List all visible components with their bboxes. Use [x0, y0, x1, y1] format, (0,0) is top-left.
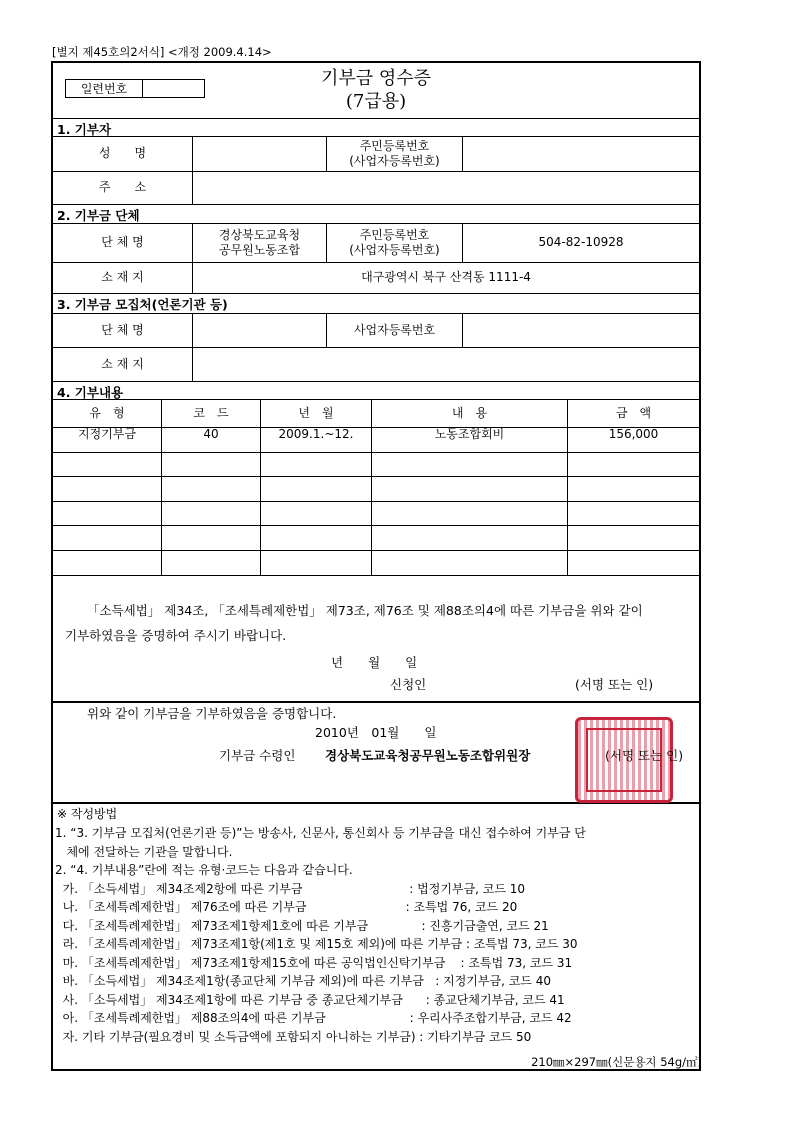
declaration-line2: 기부하였음을 증명하여 주시기 바랍니다.	[65, 628, 287, 643]
table-cell[interactable]	[372, 447, 567, 471]
note-line: 1. “3. 기부금 모집처(언론기관 등)”는 방송사, 신문사, 통신회사 등 기부금을 대신 접수하여 기부금 단	[55, 826, 586, 840]
table-cell: 노동조합회비	[434, 427, 505, 441]
section-3-heading: 3. 기부금 모집처(언론기관 등)	[57, 297, 228, 312]
donor-name-label: 성 명	[98, 146, 147, 160]
table-cell[interactable]	[53, 447, 161, 471]
table-cell[interactable]	[53, 520, 161, 545]
note-line: 가. 「소득세법」 제34조제2항에 따른 기부금 : 법정기부금, 코드 10	[55, 881, 526, 896]
collector-name-label: 단 체 명	[101, 322, 144, 337]
table-cell[interactable]	[53, 496, 161, 520]
applicant-label: 신청인	[390, 677, 427, 692]
table-cell[interactable]	[568, 545, 699, 570]
table-cell[interactable]	[162, 471, 260, 496]
collector-bizno-label: 사업자등록번호	[353, 322, 436, 337]
donor-id-label: 주민등록번호 (사업자등록번호)	[349, 138, 440, 168]
title-line1: 기부금 영수증	[320, 68, 432, 89]
donor-name-field[interactable]	[193, 136, 326, 171]
table-header-cell: 유 형	[89, 405, 125, 420]
receiver-label: 기부금 수령인	[219, 748, 296, 763]
note-line: 사. 「소득세법」 제34조제1항에 따른 기부금 중 종교단체기부금 : 종교단체기부금, 코드 41	[55, 992, 565, 1007]
donor-address-field[interactable]	[193, 171, 699, 204]
table-cell[interactable]	[53, 545, 161, 570]
note-line: 라. 「조세특례제한법」 제73조제1항(제1호 및 제15호 제외)에 따른 기부금 : 조특법 73, 코드 30	[55, 937, 578, 951]
note-line: 바. 「소득세법」 제34조제1항(종교단체 기부금 제외)에 따른 기부금 : 지정기부금, 코드 40	[55, 974, 551, 988]
declaration-line1: 「소득세법」 제34조, 「조세특례제한법」 제73조, 제76조 및 제88조의4에 따른 기부금을 위와 같이	[87, 603, 643, 618]
note-line: 마. 「조세특례제한법」 제73조제1항제15호에 따른 공익법인신탁기부금 : 조특법 73, 코드 31	[55, 955, 573, 970]
section-1-heading: 1. 기부자	[57, 122, 112, 137]
table-cell[interactable]	[372, 471, 567, 496]
org-location-label: 소 재 지	[101, 270, 144, 284]
org-location-value: 대구광역시 북구 산격동 1111-4	[361, 270, 531, 284]
collector-location-field[interactable]	[193, 347, 699, 381]
table-cell[interactable]	[261, 545, 371, 570]
collector-name-field[interactable]	[193, 313, 326, 347]
page-title	[53, 67, 699, 113]
note-line: 2. “4. 기부내용”란에 적는 유형·코드는 다음과 같습니다.	[55, 863, 353, 877]
table-cell: 40	[203, 427, 219, 441]
table-header-cell: 내 용	[451, 405, 488, 420]
collector-location-label: 소 재 지	[101, 356, 144, 371]
notes-list	[55, 824, 586, 1046]
table-header-cell: 금 액	[615, 405, 652, 420]
certification-line: 위와 같이 기부금을 기부하였음을 증명합니다.	[87, 706, 337, 721]
org-name-value: 경상북도교육청 공무원노동조합	[218, 227, 301, 257]
note-line: 아. 「조세특례제한법」 제88조의4에 따른 기부금 : 우리사주조합기부금, 코드 42	[55, 1011, 572, 1025]
table-cell[interactable]	[568, 496, 699, 520]
table-cell[interactable]	[261, 471, 371, 496]
table-cell[interactable]	[53, 471, 161, 496]
table-header-cell: 년 월	[298, 405, 334, 420]
table-cell[interactable]	[261, 447, 371, 471]
table-cell: 2009.1.~12.	[278, 427, 354, 441]
donor-id-field[interactable]	[463, 136, 699, 171]
donor-address-label: 주 소	[98, 180, 147, 194]
notes-title: ※ 작성방법	[57, 807, 118, 821]
title-line2: (7급용)	[345, 91, 407, 112]
receiver-sign: (서명 또는 인)	[605, 748, 684, 763]
receiver-name: 경상북도교육청공무원노동조합위원장	[325, 748, 531, 763]
table-cell[interactable]	[162, 545, 260, 570]
note-line: 체에 전달하는 기관을 말합니다.	[55, 844, 233, 859]
declaration-date: 년 월 일	[331, 655, 418, 670]
table-cell[interactable]	[372, 520, 567, 545]
paper-size-note: 210㎜×297㎜(신문용지 54g/㎡)	[531, 1055, 702, 1069]
section-4-heading: 4. 기부내용	[57, 385, 124, 400]
table-header-cell: 코 드	[193, 405, 229, 420]
section-2-heading: 2. 기부금 단체	[57, 208, 140, 223]
note-line: 다. 「조세특례제한법」 제73조제1항제1호에 따른 기부금 : 진흥기금출연, 코드 21	[55, 918, 549, 933]
table-cell[interactable]	[568, 447, 699, 471]
table-cell: 지정기부금	[78, 427, 136, 441]
table-cell[interactable]	[568, 520, 699, 545]
receipt-form	[51, 61, 701, 1071]
collector-bizno-field[interactable]	[463, 313, 699, 347]
org-name-label: 단 체 명	[101, 235, 144, 249]
applicant-sign: (서명 또는 인)	[575, 677, 654, 692]
form-number: [별지 제45호의2서식] <개정 2009.4.14>	[52, 45, 272, 59]
table-cell[interactable]	[372, 496, 567, 520]
table-cell[interactable]	[261, 496, 371, 520]
note-line: 자. 기타 기부금(필요경비 및 소득금액에 포함되지 아니하는 기부금) : 기타기부금 코드 50	[55, 1029, 532, 1044]
table-cell[interactable]	[261, 520, 371, 545]
table-cell[interactable]	[162, 496, 260, 520]
table-cell[interactable]	[568, 471, 699, 496]
note-line: 나. 「조세특례제한법」 제76조에 따른 기부금 : 조특법 76, 코드 20	[55, 900, 518, 914]
table-cell[interactable]	[162, 520, 260, 545]
serial-label: 일련번호	[66, 80, 143, 97]
table-cell: 156,000	[608, 427, 659, 441]
table-cell[interactable]	[162, 447, 260, 471]
org-id-label: 주민등록번호 (사업자등록번호)	[349, 227, 440, 257]
certification-date: 2010년 01월 일	[315, 725, 437, 740]
org-id-value: 504-82-10928	[538, 235, 624, 249]
table-cell[interactable]	[372, 545, 567, 570]
